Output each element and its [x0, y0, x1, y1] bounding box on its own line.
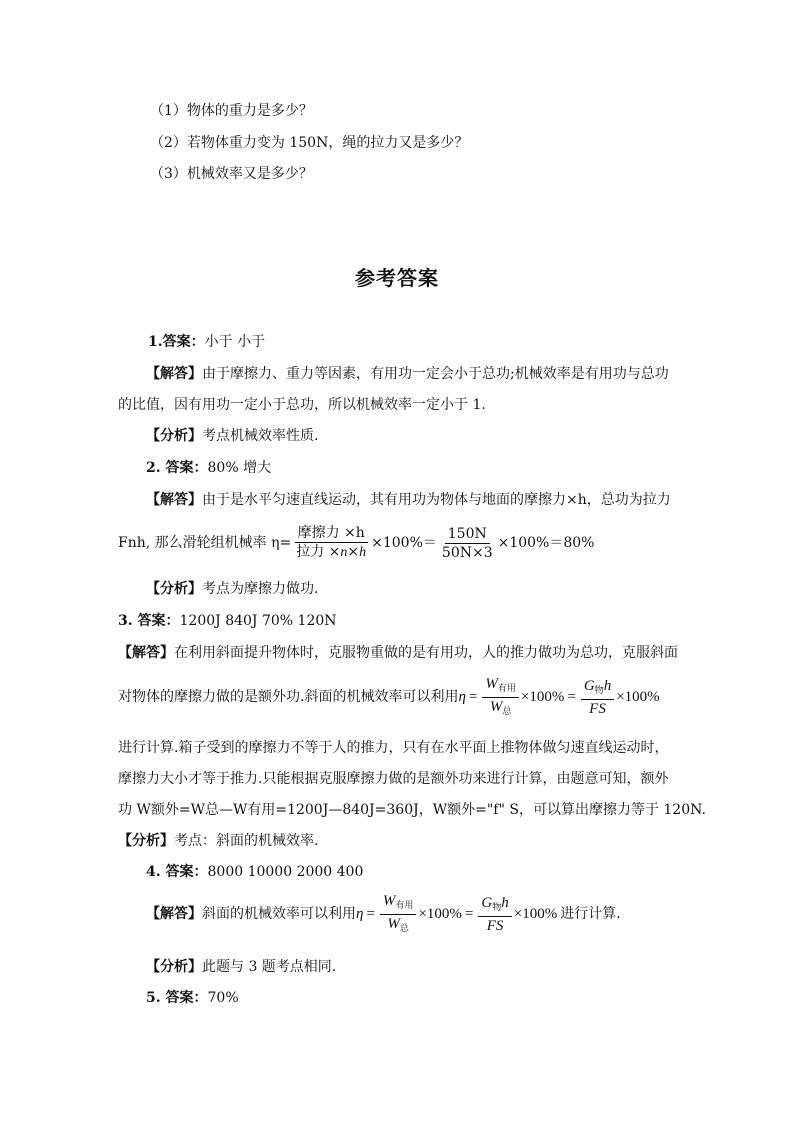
answer-4-jieda — [146, 891, 621, 937]
fraction-values — [439, 525, 496, 562]
fraction-work — [482, 675, 519, 720]
fraction-numerator — [581, 677, 614, 700]
question-3: （3）机械效率又是多少？ — [150, 166, 313, 182]
answer-4-fenxi — [146, 957, 336, 977]
answer-2-text: 80% 增大 — [207, 460, 272, 476]
answer-2-jieda — [146, 490, 671, 510]
jieda-text: 由于是水平匀速直线运动，其有用功为物体与地面的摩擦力×h，总功为拉力 — [202, 492, 671, 508]
fenxi-label: 【分析】 — [146, 959, 202, 975]
fraction-denominator: FS — [486, 917, 504, 934]
fraction-gh-fs — [478, 894, 511, 935]
w-symbol: W — [387, 915, 400, 932]
fraction-numerator — [478, 894, 511, 917]
equals-sign: = — [366, 906, 375, 922]
answer-4-line — [146, 862, 363, 882]
eta-symbol: η — [458, 689, 466, 705]
den-part: 拉力 × — [296, 544, 341, 560]
equals-sign: = — [464, 906, 474, 922]
answer-5-label: 5. 答案： — [146, 990, 208, 1006]
subscript: 总 — [502, 705, 512, 716]
answer-1-fenxi — [146, 426, 318, 446]
answer-1-jieda-cont: 的比值，因有用功一定小于总功，所以机械效率一定小于 1. — [118, 397, 486, 413]
jieda-text: 在利用斜面提升物体时，克服物重做的是有用功，人的推力做功为总功，克服斜面 — [174, 645, 678, 661]
answer-1-jieda — [146, 364, 669, 384]
answer-3-text-line-3: 进行计算.箱子受到的摩擦力不等于人的推力，只有在水平面上推物体做匀速直线运动时， — [118, 740, 669, 756]
jieda-text: 由于摩擦力、重力等因素，有用功一定会小于总功;机械效率是有用功与总功 — [202, 366, 669, 382]
fenxi-text: 考点机械效率性质. — [202, 428, 319, 444]
eta-symbol: η — [356, 906, 364, 922]
fraction-numerator: 摩擦力 ×h — [295, 524, 368, 543]
subscript: 物 — [594, 684, 604, 695]
equals-sign: = — [468, 689, 478, 705]
answer-5-text: 70% — [207, 990, 239, 1006]
fraction-numerator: 150N — [445, 525, 490, 544]
h-symbol: h — [603, 677, 612, 694]
answer-4-label: 4. 答案： — [146, 864, 208, 880]
fraction-denominator — [293, 543, 369, 562]
subscript: 有用 — [497, 682, 516, 693]
answer-1-label: 1.答案： — [148, 334, 205, 350]
jieda-label: 【解答】 — [118, 645, 174, 661]
w-symbol: W — [489, 698, 503, 715]
fraction-friction — [293, 524, 369, 562]
formula-prefix: Fnh, 那么滑轮组机械率 η= — [118, 535, 292, 551]
fenxi-text: 考点：斜面的机械效率. — [174, 833, 319, 849]
answer-3-text: 1200J 840J 70% 120N — [179, 613, 337, 629]
times-100: ×100% — [616, 689, 660, 705]
answer-3-label: 3. 答案： — [118, 613, 180, 629]
jieda-text: 斜面的机械效率可以利用 — [202, 906, 356, 922]
efficiency-formula — [458, 674, 659, 720]
question-2: （2）若物体重力变为 150N，绳的拉力又是多少？ — [150, 135, 469, 151]
w-symbol: W — [485, 675, 498, 692]
fenxi-label: 【分析】 — [146, 581, 202, 597]
fenxi-label: 【分析】 — [118, 833, 174, 849]
answer-1-text: 小于 小于 — [204, 334, 266, 350]
answer-1-line — [148, 332, 265, 352]
w-symbol: W — [382, 892, 396, 909]
subscript: 有用 — [395, 899, 414, 910]
fraction-work — [380, 892, 417, 937]
answer-2-fenxi — [146, 579, 318, 599]
answer-3-jieda — [118, 643, 678, 663]
jieda-label: 【解答】 — [146, 366, 202, 382]
formula-end: ×100%＝80% — [497, 535, 595, 551]
fraction-gh-fs — [581, 677, 614, 718]
section-title: 参考答案 — [355, 266, 439, 290]
times-100: ×100% — [520, 689, 565, 705]
answer-5-line — [146, 988, 239, 1008]
answer-4-text: 8000 10000 2000 400 — [207, 864, 364, 880]
g-symbol: G — [583, 677, 595, 694]
efficiency-formula — [356, 891, 557, 937]
fraction-denominator: 50N×3 — [441, 544, 493, 561]
fraction-denominator — [384, 915, 412, 937]
fraction-numerator — [380, 892, 417, 915]
answer-2-line — [146, 458, 271, 478]
jieda-suffix: 进行计算. — [560, 906, 621, 922]
answer-3-formula-line — [118, 674, 660, 720]
answer-3-text-line-4: 摩擦力大小才等于推力.只能根据克服摩擦力做的是额外功来进行计算，由题意可知，额外 — [118, 771, 669, 787]
fraction-denominator: FS — [589, 700, 606, 717]
den-times: × — [347, 544, 360, 560]
fenxi-label: 【分析】 — [146, 428, 202, 444]
times-100: ×100% — [418, 906, 462, 922]
equals-sign: = — [567, 689, 576, 705]
formula-prefix: 对物体的摩擦力做的是额外功.斜面的机械效率可以利用 — [118, 689, 459, 705]
subscript: 物 — [492, 901, 502, 912]
formula-mid: ×100%＝ — [371, 535, 437, 551]
jieda-label: 【解答】 — [146, 906, 202, 922]
times-100: ×100% — [513, 906, 558, 922]
answer-2-label: 2. 答案： — [146, 460, 208, 476]
answer-2-formula-line — [118, 520, 594, 566]
answer-3-line — [118, 611, 337, 631]
fenxi-text: 考点为摩擦力做功. — [202, 581, 319, 597]
h-symbol: h — [501, 894, 509, 911]
fenxi-text: 此题与 3 题考点相同. — [202, 959, 337, 975]
answer-3-fenxi — [118, 831, 318, 851]
den-h: h — [359, 545, 367, 560]
g-symbol: G — [481, 894, 493, 911]
fraction-denominator — [487, 698, 515, 720]
question-1: （1）物体的重力是多少？ — [150, 103, 313, 119]
den-n: n — [340, 545, 348, 560]
subscript: 总 — [399, 922, 409, 933]
answer-3-text-line-5: 功 W额外=W总—W有用=1200J—840J=360J，W额外="f" S，可以算出摩擦力等于 120N. — [118, 802, 706, 818]
fraction-numerator — [482, 675, 519, 698]
jieda-label: 【解答】 — [146, 492, 202, 508]
